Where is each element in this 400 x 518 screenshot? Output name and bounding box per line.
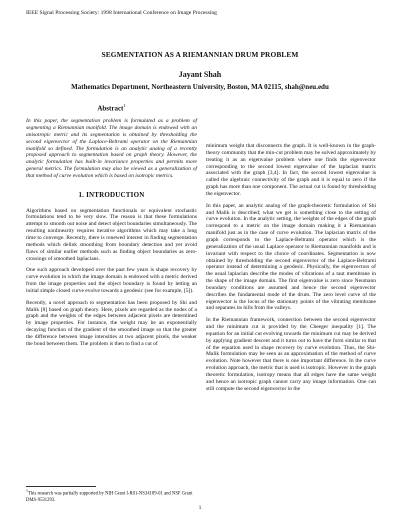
- left-column: [26, 103, 197, 348]
- abstract-heading-text: Abstract: [97, 104, 124, 113]
- left-paragraph-2: One such approach developed over the past few years is shape recovery by curve evolution in which the image domain is endowed with a metric derived from the image properties and the object boundary is found by letting an initial simple closed curve evolve towards a geodesic (see for example, [5]).: [26, 267, 197, 294]
- left-paragraph-3: Recently, a novel approach to segmentation has been proposed by Shi and Malik [8] based on graph theory. Here, pixels are regarded as the nodes of a graph and the weights of the edges between adjacent pixels are determined by image properties. For instance, the weight may be an exponentially decaying function of the gradient of the smoothed image so that the greater the difference between image intensities at two adjacent pixels, the weaker the bond between them. The problem is then to find a cut of: [26, 299, 197, 347]
- conference-header: IEEE Signal Processing Society: 1998 International Conference on Image Processing: [26, 10, 217, 16]
- author-affiliation: Mathematics Department, Northeastern University, Boston, MA 02115, shah@neu.edu: [71, 83, 329, 91]
- footnote-text: This research was partially supported by NIH Grant I-R01-NS34189-01 and NSF Grant DMS-9531293.: [26, 491, 193, 503]
- right-paragraph-2: In this paper, an analytic analog of the graph-theoretic formulation of Shi and Malik is described; what we get is something close to the setting of curve evolution. In the analytic setting, the weights of the edges of the graph correspond to a metric on the image domain making it a Riemannian manifold just as in the case of curve evolution. The laplacian matrix of the graph corresponds to the Laplace-Beltrami operator which is the generalization of the usual Laplace operator to Riemannian manifolds and is invariant with respect to the choice of coordinates. Segmentation is now obtained by thresholding the second eigenvector of the Laplace-Beltrami operator instead of determining a geodesic. Physically, the eigenvectors of the usual laplacian describe the modes of vibrations of a taut membrane in the shape of the image domain. The first eigenvalue is zero since Neumann boundary conditions are assumed and hence the second eigenvector describes the fundamental mode of the drum. The zero level curve of the eigenvector is the locus of the stationary points of the vibrating membrane and separates its hills from the valleys.: [206, 202, 376, 312]
- abstract-heading: [26, 103, 197, 112]
- author-name: Jayant Shah: [178, 70, 222, 79]
- section-heading-introduction: 1. INTRODUCTION: [78, 190, 145, 199]
- abstract-text: In this paper, the segmentation problem is formulated as a problem of segmenting a Riemannian manifold. The image domain is endowed with an anisotropic metric and its segmentation is obtained by thresholding the second eigenvector of the Laplace-Beltrami operator on the Riemannian manifold so defined. The formulation is an analytic analog of a recently proposed approach to segmentation based on graph theory. However, the analytic formulation has built-in invariance properties and permits more general metrics. The formulation may also be viewed as a generalization of that method of curve evolution which is based on isotropic metrics.: [26, 118, 197, 179]
- right-paragraph-1: minimum weight that disconnects the graph. It is well-known in the graph-theory community that the min-cut problem may be solved approximately by treating it as an eigenvalue problem where one finds the eigenvector corresponding to the second lowest eigenvalue of the laplacian matrix associated with the graph [3,4]. In fact, the second lowest eigenvalue is called the algebraic connectivity of the graph and it is equal to zero if the graph has more than one component. The actual cut is found by thresholding the eigenvector.: [206, 143, 376, 197]
- abstract-footnote-mark: 1: [123, 103, 126, 108]
- footnote: [26, 488, 197, 504]
- paper-title: SEGMENTATION AS A RIEMANNIAN DRUM PROBLEM: [101, 50, 299, 59]
- right-column: [206, 143, 376, 393]
- footnote-divider: [26, 486, 96, 487]
- page-number: 1: [198, 505, 202, 511]
- right-paragraph-3: In the Riemannian framework, connection between the second eigenvector and the minimum cut is provided by the Cheeger inequality [1]. The equation for an initial cut evolving towards the minimum cut may be derived by applying gradient descent and it turns out to have the form similar to that of the equation used in shape recovery by curve evolution. Thus, the Shi-Malik formulation may be seen as an approximation of the method of curve evolution. Note however that there is one important difference. In the curve evolution approach, the metric that is used is isotropic. However in the graph theoretic formulation, isotropy means that all edges have the same weight and hence an isotropic graph cannot carry any image information. One can still compute the second eigenvector in the: [206, 317, 376, 392]
- footnote-mark: 1: [26, 489, 28, 493]
- left-paragraph-1: Algorithms based on segmentation functionals or equivalent stochastic formulations tend to be very slow. The reason is that these formulations attempt to smooth out noise and detect object boundaries simultaneously. The resulting nonlinearity requires iterative algorithms which may take a long time to converge. Recently, there is renewed interest in finding segmentation methods which delink smoothing from boundary detection and yet avoid flaws of similar earlier methods such as finding object boundaries as zero-crossings of smoothed laplacians.: [26, 207, 197, 262]
